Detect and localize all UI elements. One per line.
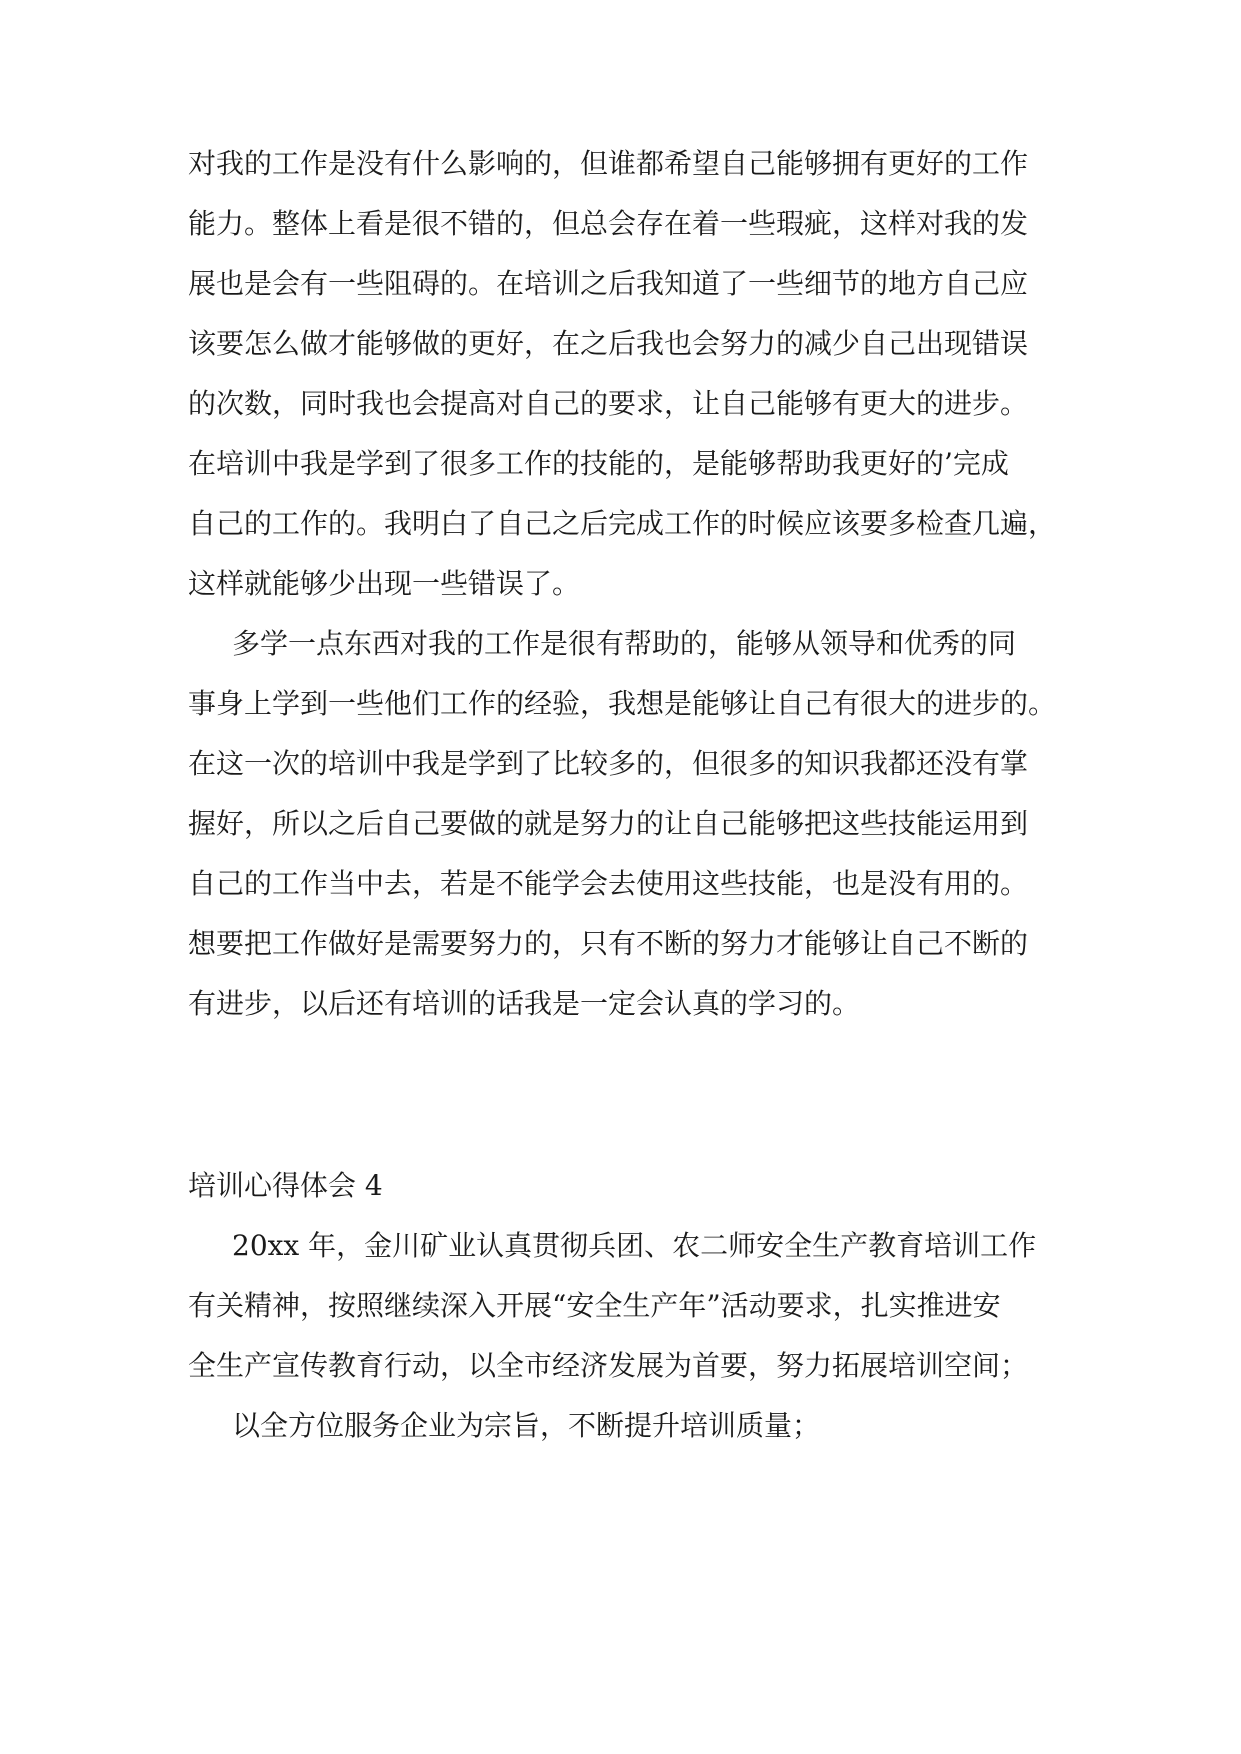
paragraph-4-line-1: 以全方位服务企业为宗旨，不断提升培训质量； [232,1409,821,1442]
paragraph-2-line-1: 多学一点东西对我的工作是很有帮助的，能够从领导和优秀的同 [232,627,1017,660]
paragraph-1-line-7: 自己的工作的。我明白了自己之后完成工作的时候应该要多检查几遍， [188,507,1057,540]
paragraph-1-line-5: 的次数，同时我也会提高对自己的要求，让自己能够有更大的进步。 [188,387,1029,420]
paragraph-3-line-3: 全生产宣传教育行动，以全市经济发展为首要，努力拓展培训空间； [188,1349,1029,1382]
paragraph-3-line-1: 20xx 年，金川矿业认真贯彻兵团、农二师安全生产教育培训工作 [232,1229,1037,1262]
paragraph-1-line-1: 对我的工作是没有什么影响的，但谁都希望自己能够拥有更好的工作 [188,147,1029,180]
paragraph-3-line-2: 有关精神，按照继续深入开展“安全生产年”活动要求，扎实推进安 [188,1289,1001,1322]
paragraph-2-line-6: 想要把工作做好是需要努力的，只有不断的努力才能够让自己不断的 [188,927,1029,960]
section-heading: 培训心得体会 4 [188,1169,383,1202]
paragraph-2-line-7: 有进步，以后还有培训的话我是一定会认真的学习的。 [188,987,861,1020]
paragraph-1-line-2: 能力。整体上看是很不错的，但总会存在着一些瑕疵，这样对我的发 [188,207,1029,240]
paragraph-1-line-8: 这样就能够少出现一些错误了。 [188,567,581,600]
paragraph-2-line-4: 握好，所以之后自己要做的就是努力的让自己能够把这些技能运用到 [188,807,1029,840]
paragraph-2-line-5: 自己的工作当中去，若是不能学会去使用这些技能，也是没有用的。 [188,867,1029,900]
paragraph-2-line-2: 事身上学到一些他们工作的经验，我想是能够让自己有很大的进步的。 [188,687,1057,720]
paragraph-1-line-3: 展也是会有一些阻碍的。在培训之后我知道了一些细节的地方自己应 [188,267,1029,300]
paragraph-1-line-4: 该要怎么做才能够做的更好，在之后我也会努力的减少自己出现错误 [188,327,1029,360]
paragraph-1-line-6: 在培训中我是学到了很多工作的技能的，是能够帮助我更好的’完成 [188,447,1009,480]
paragraph-2-line-3: 在这一次的培训中我是学到了比较多的，但很多的知识我都还没有掌 [188,747,1029,780]
